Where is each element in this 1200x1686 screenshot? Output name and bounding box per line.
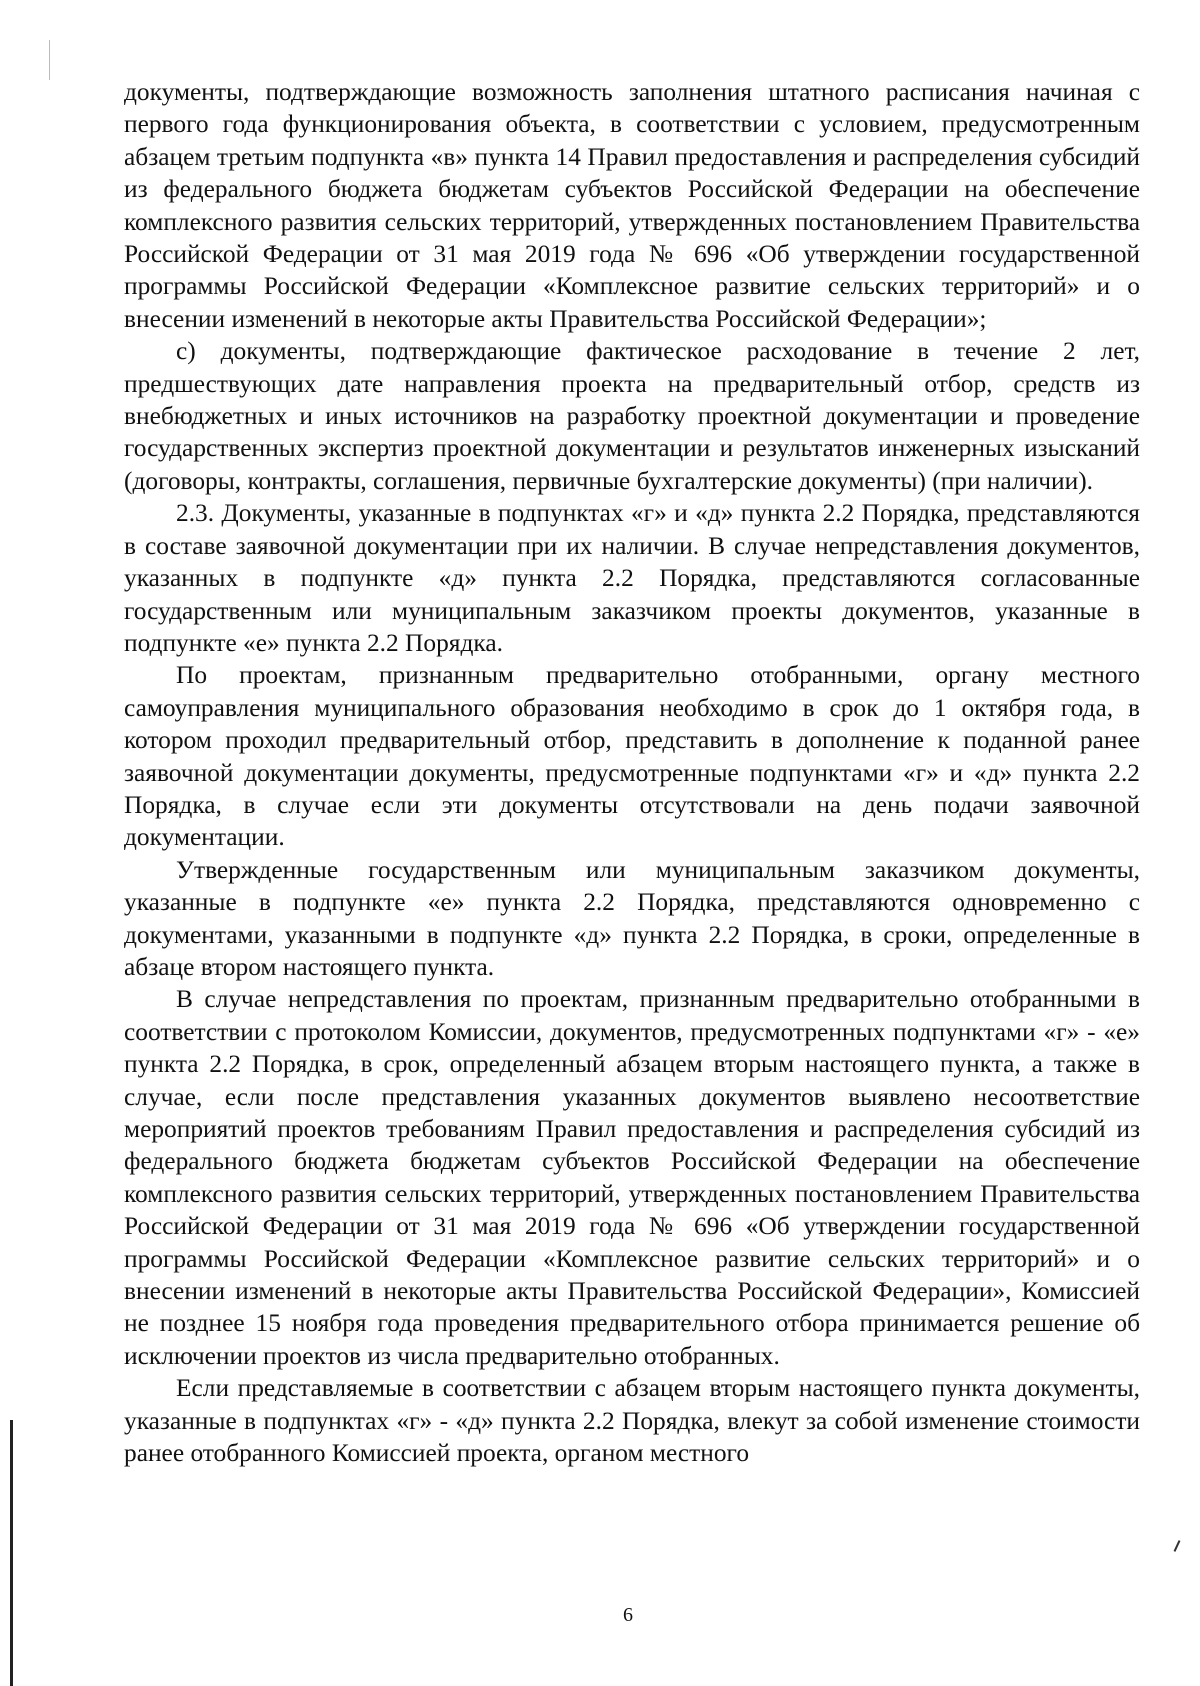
scan-edge-mark	[49, 40, 50, 80]
paragraph-non-submission: В случае непредставления по проектам, признанным предварительно отобранными в соответствии с протоколом Комиссии, документов, предусмотренных подпунктами «г» - «е» пункта 2.2 Порядка, в срок, определенный абзацем вторым настоящего пункта, а также в случае, если после представления указанных документов выявлено несоответствие мероприятий проектов требованиям Правил предоставления и распределения субсидий из федерального бюджета бюджетам субъектов Российской Федерации на обеспечение комплексного развития сельских территорий, утвержденных постановлением Правительства Российской Федерации от 31 мая 2019 года № 696 «Об утверждении государственной программы Российской Федерации «Комплексное развитие сельских территорий» и о внесении изменений в некоторые акты Правительства Российской Федерации», Комиссией не позднее 15 ноября года проведения предварительного отбора принимается решение об исключении проектов из числа предварительно отобранных.	[124, 985, 1140, 1370]
paragraph-approved-documents: Утвержденные государственным или муниципальным заказчиком документы, указанные в подпункте «е» пункта 2.2 Порядка, представляются одновременно с документами, указанными в подпункте «д» пункта 2.2 Порядка, в сроки, определенные в абзаце втором настоящего пункта.	[124, 855, 1140, 981]
paragraph-cost-change: Если представляемые в соответствии с абзацем вторым настоящего пункта документы, указанные в подпунктах «г» - «д» пункта 2.2 Порядка, влекут за собой изменение стоимости ранее отобранного Комиссией проекта, органом местного	[124, 1374, 1140, 1468]
scan-corner-mark	[1174, 1540, 1181, 1552]
paragraph-section-2-3: 2.3. Документы, указанные в подпунктах «г» и «д» пункта 2.2 Порядка, представляются в составе заявочной документации при их наличии. В случае непредставления документов, указанных в подпункте «д» пункта 2.2 Порядка, представляются согласованные государственным или муниципальным заказчиком проекты документов, указанные в подпункте «е» пункта 2.2 Порядка.	[124, 499, 1140, 657]
paragraph-item-c: с) документы, подтверждающие фактическое расходование в течение 2 лет, предшествующих дате направления проекта на предварительный отбор, средств из внебюджетных и иных источников на разработку проектной документации и проведение государственных экспертиз проектной документации и результатов инженерных изысканий (договоры, контракты, соглашения, первичные бухгалтерские документы) (при наличии).	[124, 337, 1140, 495]
scan-binding-edge	[10, 1420, 13, 1686]
paragraph-continuation: документы, подтверждающие возможность заполнения штатного расписания начиная с первого года функционирования объекта, в соответствии с условием, предусмотренным абзацем третьим подпункта «в» пункта 14 Правил предоставления и распределения субсидий из федерального бюджета бюджетам субъектов Российской Федерации на обеспечение комплексного развития сельских территорий, утвержденных постановлением Правительства Российской Федерации от 31 мая 2019 года № 696 «Об утверждении государственной программы Российской Федерации «Комплексное развитие сельских территорий» и о внесении изменений в некоторые акты Правительства Российской Федерации»;	[124, 78, 1140, 333]
document-body	[124, 76, 1140, 1469]
page-number: 6	[623, 1604, 633, 1626]
paragraph-preselected-projects: По проектам, признанным предварительно отобранными, органу местного самоуправления муниципального образования необходимо в срок до 1 октября года, в котором проходил предварительный отбор, представить в дополнение к поданной ранее заявочной документации документы, предусмотренные подпунктами «г» и «д» пункта 2.2 Порядка, в случае если эти документы отсутствовали на день подачи заявочной документации.	[124, 661, 1140, 852]
